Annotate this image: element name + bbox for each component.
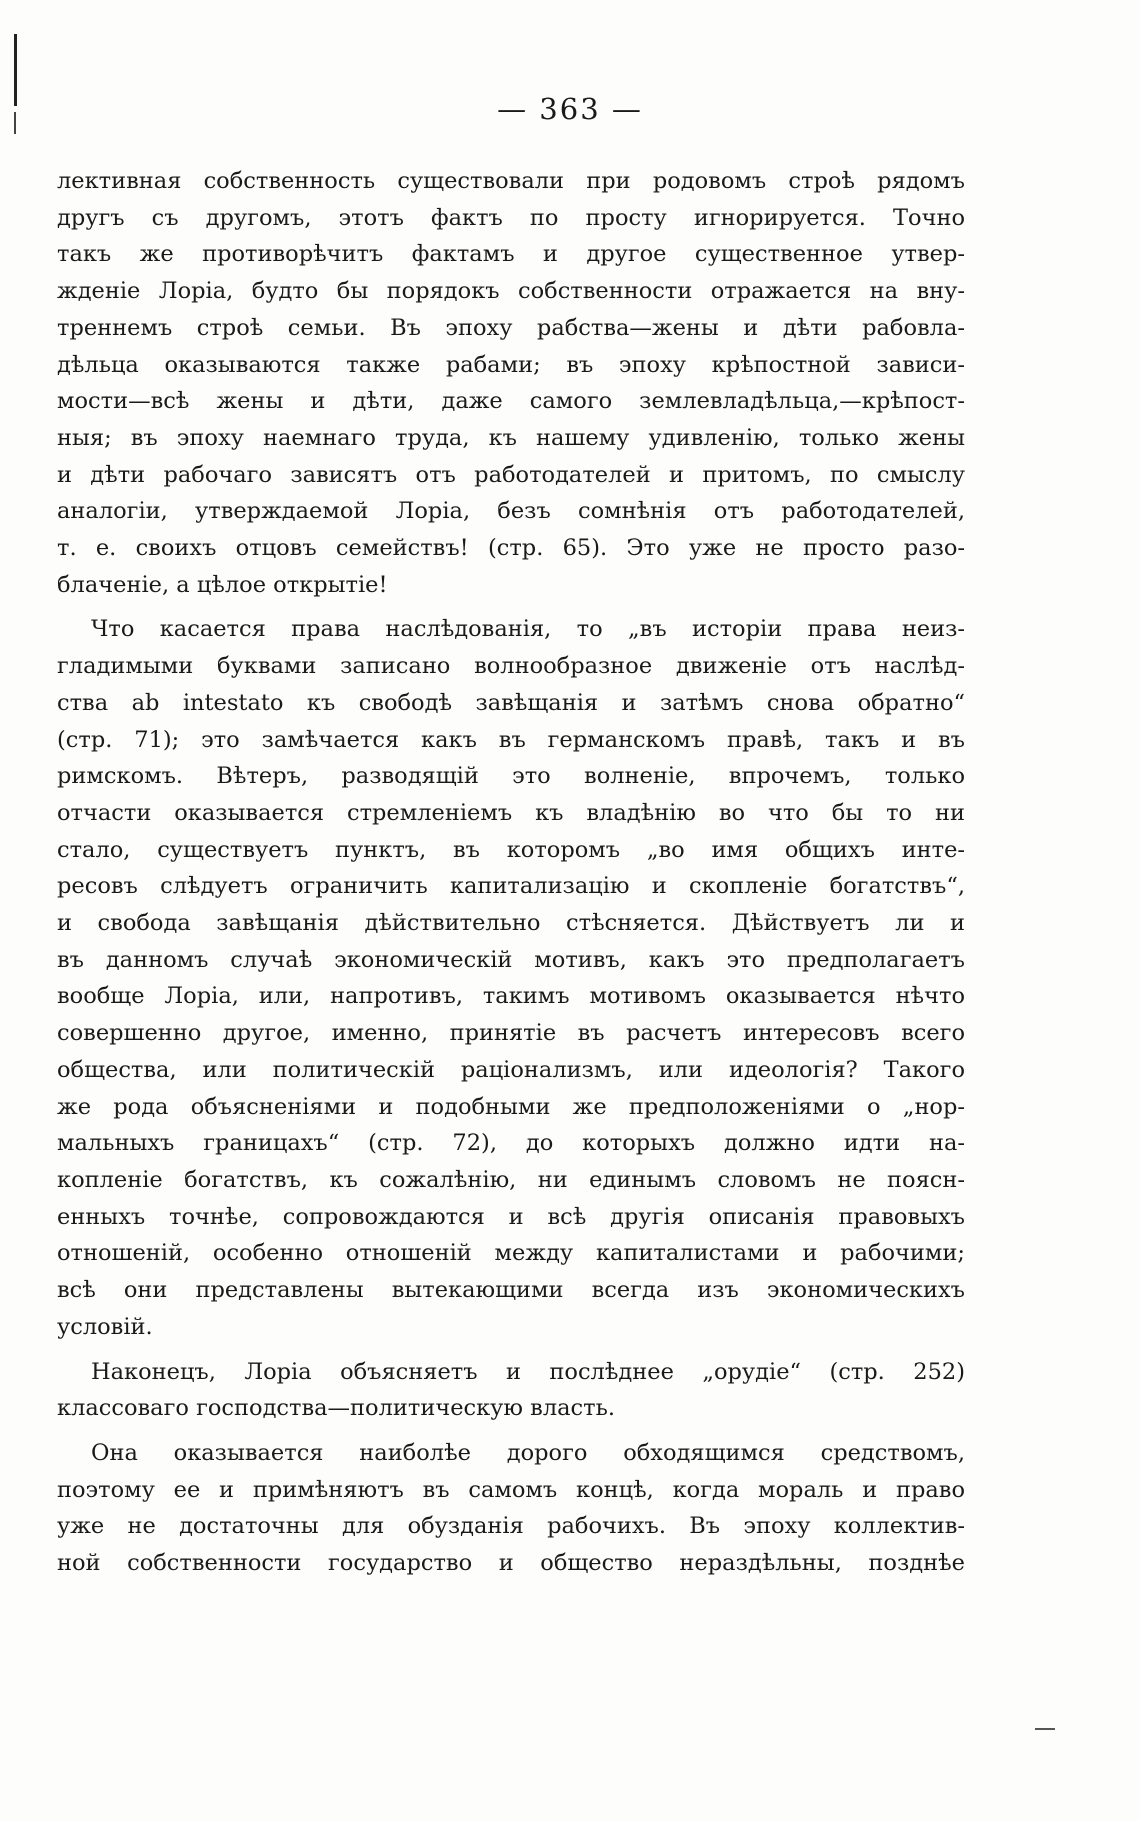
text-line: Наконецъ, Лоріа объясняетъ и послѣднее „орудіе“ (стр. 252) [91,1358,965,1385]
text-line: дѣльца оказываются также рабами; въ эпоху крѣпостной зависи- [57,351,965,378]
paragraph-4 [57,1435,965,1582]
text-line: другъ съ другомъ, этотъ фактъ по просту игнорируется. Точно [57,204,965,231]
text-line: поэтому ее и примѣняютъ въ самомъ концѣ, когда мораль и право [57,1476,965,1503]
text-line: енныхъ точнѣе, сопровождаются и всѣ другія описанія правовыхъ [57,1203,965,1230]
text-line: лективная собственность существовали при родовомъ строѣ рядомъ [57,168,965,194]
paragraph-gap [57,603,965,611]
text-line: и свобода завѣщанія дѣйствительно стѣсняется. Дѣйствуетъ ли и [57,910,965,937]
text-line: условій. [57,1313,153,1340]
text-line: отчасти оказывается стремленіемъ къ владѣнію во что бы то ни [57,799,965,826]
text-line: классоваго господства—политическую власть. [57,1395,615,1422]
text-line: ной собственности государство и общество нераздѣльны, позднѣе [57,1550,965,1577]
text-line: треннемъ строѣ семьи. Въ эпоху рабства—жены и дѣти рабовла- [57,314,965,341]
text-line: отношеній, особенно отношеній между капиталистами и рабочими; [57,1240,965,1267]
text-line: мости—всѣ жены и дѣти, даже самого землевладѣльца,—крѣпост- [57,388,965,415]
text-line: и дѣти рабочаго зависятъ отъ работодателей и притомъ, по смыслу [57,461,965,488]
text-line: уже не достаточны для обузданія рабочихъ. Въ эпоху коллектив- [57,1513,965,1540]
text-line: римскомъ. Вѣтеръ, разводящій это волненіе, впрочемъ, только [57,763,965,790]
text-line: ства ab intestato къ свободѣ завѣщанія и затѣмъ снова обратно“ [57,689,965,716]
text-line: же рода объясненіями и подобными же предположеніями о „нор- [57,1093,965,1120]
text-line: копленіе богатствъ, къ сожалѣнію, ни единымъ словомъ не поясн- [57,1166,965,1193]
text-line: совершенно другое, именно, принятіе въ расчетъ интересовъ всего [57,1020,965,1047]
text-line: въ данномъ случаѣ экономическій мотивъ, какъ это предполагаетъ [57,946,965,973]
text-line: ныя; въ эпоху наемнаго труда, къ нашему удивленію, только жены [57,424,965,451]
body-text [57,163,965,1582]
text-line: стало, существуетъ пунктъ, въ которомъ „во имя общихъ инте- [57,836,965,863]
paragraph-2 [57,611,965,1345]
text-line: (стр. 71); это замѣчается какъ въ германскомъ правѣ, такъ и въ [57,726,965,753]
text-line: Что касается права наслѣдованія, то „въ исторіи права неиз- [91,616,965,643]
text-line: мальныхъ границахъ“ (стр. 72), до которыхъ должно идти на- [57,1130,965,1157]
paragraph-gap [57,1427,965,1435]
paragraph-gap [57,1346,965,1354]
text-line: общества, или политическій раціонализмъ, или идеологія? Такого [57,1056,965,1083]
scan-artifact-dash [1035,1728,1055,1730]
paragraph-3 [57,1354,965,1427]
text-line: жденіе Лоріа, будто бы порядокъ собственности отражается на вну- [57,278,965,305]
text-line: т. е. своихъ отцовъ семействъ! (стр. 65). Это уже не просто разо- [57,535,965,562]
page-number: — 363 — [497,92,643,126]
paragraph-1 [57,163,965,603]
text-line: всѣ они представлены вытекающими всегда изъ экономическихъ [57,1277,965,1304]
text-line: такъ же противорѣчитъ фактамъ и другое существенное утвер- [57,241,965,268]
text-line: аналогіи, утверждаемой Лоріа, безъ сомнѣнія отъ работодателей, [57,498,965,525]
text-line: Она оказывается наиболѣе дорого обходящимся средствомъ, [91,1439,965,1466]
text-line: вообще Лоріа, или, напротивъ, такимъ мотивомъ оказывается нѣчто [57,983,965,1010]
text-line: ресовъ слѣдуетъ ограничить капитализацію и скопленіе богатствъ“, [57,873,965,900]
text-line: гладимыми буквами записано волнообразное движеніе отъ наслѣд- [57,653,965,680]
text-line: блаченіе, а цѣлое открытіе! [57,571,388,598]
